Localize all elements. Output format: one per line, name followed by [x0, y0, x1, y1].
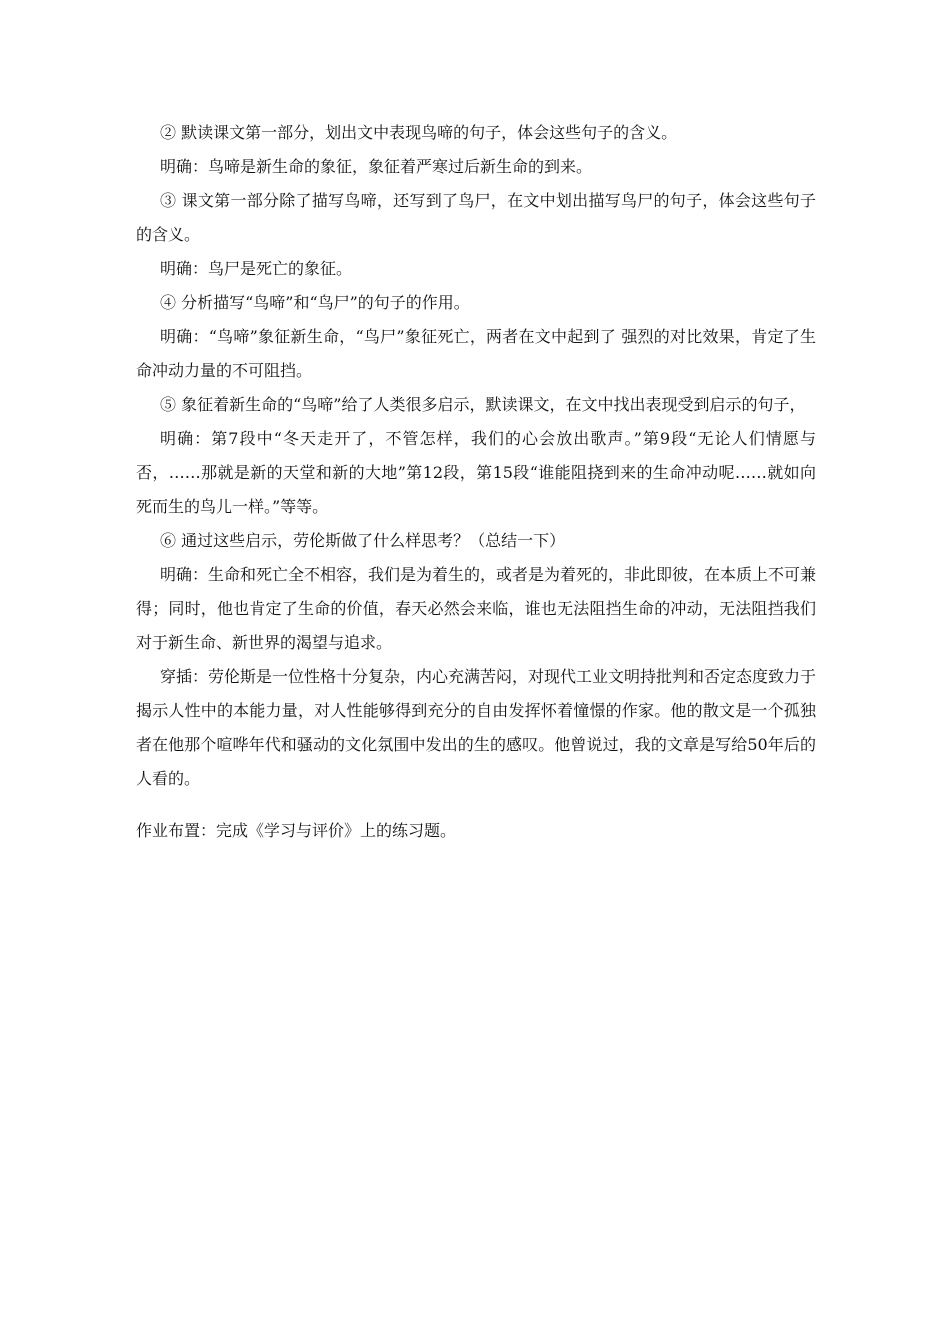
- answer-2: 明确：鸟啼是新生命的象征，象征着严寒过后新生命的到来。: [160, 157, 593, 176]
- question-5: ⑤ 象征着新生命的“鸟啼”给了人类很多启示，默读课文，在文中找出表现受到启示的句子，: [160, 395, 806, 414]
- question-4: ④ 分析描写“鸟啼”和“鸟尸”的句子的作用。: [160, 293, 470, 312]
- answer-4: 明确：“鸟啼”象征新生命，“鸟尸”象征死亡，两者在文中起到了 强烈的对比效果，肯定了生命冲动力量的不可阻挡。: [136, 327, 816, 380]
- document-page: [136, 116, 816, 848]
- question-2: ② 默读课文第一部分，划出文中表现鸟啼的句子，体会这些句子的含义。: [160, 123, 678, 142]
- answer-5: 明确：第7段中“冬天走开了，不管怎样，我们的心会放出歌声。”第9段“无论人们情愿与否，……那就是新的天堂和新的大地”第12段，第15段“谁能阻挠到来的生命冲动呢……就如向死而生的鸟儿一样。”等等。: [136, 429, 816, 516]
- homework-assignment: 作业布置：完成《学习与评价》上的练习题。: [136, 821, 457, 840]
- answer-3: 明确：鸟尸是死亡的象征。: [160, 259, 353, 278]
- insert-note: 穿插：劳伦斯是一位性格十分复杂，内心充满苦闷，对现代工业文明持批判和否定态度致力于揭示人性中的本能力量，对人性能够得到充分的自由发挥怀着憧憬的作家。他的散文是一个孤独者在他那个喧哗年代和骚动的文化氛围中发出的生的感叹。他曾说过，我的文章是写给50年后的人看的。: [136, 667, 817, 788]
- question-3: ③ 课文第一部分除了描写鸟啼，还写到了鸟尸，在文中划出描写鸟尸的句子，体会这些句子的含义。: [136, 191, 816, 244]
- question-6: ⑥ 通过这些启示，劳伦斯做了什么样思考？（总结一下）: [160, 531, 566, 550]
- answer-6: 明确：生命和死亡全不相容，我们是为着生的，或者是为着死的，非此即彼，在本质上不可兼得；同时，他也肯定了生命的价值，春天必然会来临，谁也无法阻挡生命的冲动，无法阻挡我们对于新生命、新世界的渴望与追求。: [136, 565, 817, 652]
